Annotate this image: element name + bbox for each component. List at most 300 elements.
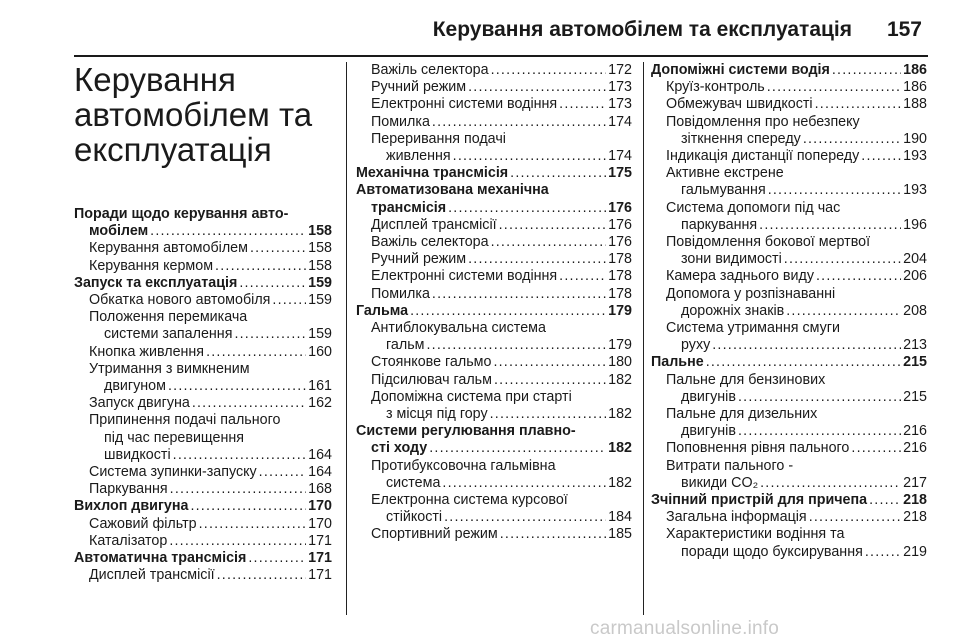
dot-leader [559, 96, 606, 113]
toc-entry-text: Обкатка нового автомобіля [89, 292, 271, 309]
toc-entry-line [666, 440, 927, 457]
toc-entry[interactable] [356, 492, 632, 526]
toc-entry-line [371, 372, 632, 389]
toc-entry-line [666, 423, 927, 440]
toc-entry-text: Зчіпний пристрій для причепа [651, 492, 868, 509]
toc-entry-line [371, 217, 632, 234]
toc-entry[interactable] [356, 251, 632, 268]
chapter-title-line: Керування [74, 61, 236, 98]
dot-leader [217, 567, 307, 584]
dot-leader [432, 286, 606, 303]
toc-entry-text: Круїз-контроль [666, 79, 765, 96]
toc-entry-text: Помилка [371, 113, 430, 130]
toc-page-number: 185 [608, 526, 632, 543]
toc-page-number: 188 [903, 96, 927, 113]
toc-page-number: 164 [308, 464, 332, 481]
dot-leader [426, 337, 606, 354]
toc-page-number: 176 [608, 234, 632, 251]
toc-page-number: 171 [308, 567, 332, 584]
toc-entry[interactable] [651, 458, 927, 492]
toc-entry-text: гальмування [681, 182, 766, 199]
toc-entry-text: Електронні системи водіння [371, 268, 558, 285]
toc-entry-line [89, 326, 332, 343]
toc-section-entry[interactable] [651, 354, 927, 371]
dot-leader [448, 200, 606, 217]
toc-page-number: 178 [608, 285, 632, 302]
toc-page-number: 179 [608, 302, 632, 319]
toc-entry-text: Система зупинки-запуску [89, 464, 257, 481]
toc-page-number: 179 [608, 337, 632, 354]
toc-entry-text-line: Допомога у розпізнаванні [666, 285, 836, 302]
toc-entry[interactable] [74, 395, 332, 412]
toc-page-number: 196 [903, 216, 927, 233]
dot-leader [468, 251, 606, 268]
toc-entry-line [89, 567, 332, 584]
toc-entry-text-line: Поради щодо керування авто- [74, 206, 289, 222]
toc-entry-text: Автоматична трансмісія [74, 550, 247, 567]
toc-section-entry[interactable] [651, 492, 927, 509]
toc-entry-text: сті ходу [371, 440, 428, 457]
toc-entry-text-line: Пальне для дизельних [666, 406, 818, 423]
toc-entry-line [356, 165, 632, 182]
dot-leader [786, 303, 901, 320]
toc-section-entry[interactable] [356, 423, 632, 457]
toc-entry-text: викиди CO₂ [681, 474, 759, 491]
toc-entry-line [356, 303, 632, 320]
toc-entry-text: Стоянкове гальмо [371, 354, 492, 371]
toc-entry-line [89, 447, 332, 464]
toc-page-number: 171 [308, 532, 332, 549]
toc-entry-line [666, 79, 927, 96]
toc-page-number: 159 [308, 292, 332, 309]
toc-entry-text: Допоміжні системи водія [651, 62, 830, 78]
toc-entry[interactable] [74, 258, 332, 275]
toc-page-number: 182 [608, 474, 632, 491]
toc-section-entry[interactable] [74, 498, 332, 515]
toc-entry-line [89, 258, 332, 275]
toc-entry-line [371, 148, 632, 165]
toc-entry-line [651, 354, 927, 371]
toc-page-number: 174 [608, 148, 632, 165]
toc-entry[interactable] [356, 62, 632, 79]
toc-entry-line [371, 268, 632, 285]
toc-entry-text: Кнопка живлення [89, 343, 205, 360]
page-number: 157 [886, 18, 922, 41]
toc-entry-text-line: Антиблокувальна система [371, 320, 546, 337]
toc-section-entry[interactable] [356, 303, 632, 320]
toc-list [356, 62, 632, 544]
toc-entry-line [89, 292, 332, 309]
toc-entry[interactable] [356, 526, 632, 543]
dot-leader [494, 372, 606, 389]
toc-page-number: 216 [903, 423, 927, 440]
toc-page-number: 175 [608, 165, 632, 182]
toc-entry[interactable] [651, 268, 927, 285]
toc-entry-text: Важіль селектора [371, 234, 489, 251]
toc-entry-text-line: Активне екстрене [666, 165, 784, 182]
dot-leader [759, 217, 901, 234]
toc-entry-line [74, 223, 332, 240]
toc-entry-text-line: Повідомлення про небезпеку [666, 113, 860, 130]
toc-page-number: 186 [903, 79, 927, 96]
toc-page-number: 160 [308, 343, 332, 360]
toc-entry-text-line: під час перевищення [104, 429, 245, 446]
toc-entry-text-line: Система утримання смуги [666, 320, 840, 337]
dot-leader [206, 344, 306, 361]
dot-leader [865, 544, 901, 561]
toc-entry-line [371, 251, 632, 268]
toc-section-entry[interactable] [74, 550, 332, 567]
toc-entry-text: двигуном [104, 378, 166, 395]
toc-entry-text-line: Характеристики водіння та [666, 526, 845, 543]
chapter-title-line: експлуатація [74, 131, 272, 168]
toc-entry-text: з місця під гору [386, 406, 488, 423]
toc-entry[interactable] [651, 509, 927, 526]
toc-entry-text-line: Положення перемикача [89, 309, 248, 326]
dot-leader [815, 96, 902, 113]
dot-leader [410, 303, 606, 320]
toc-column-1 [74, 62, 332, 584]
toc-entry-text-line: Повідомлення бокової мертвої [666, 234, 871, 251]
toc-entry-line [89, 240, 332, 257]
toc-entry-text: дорожніх знаків [681, 302, 785, 319]
toc-page-number: 164 [308, 446, 332, 463]
toc-page-number: 219 [903, 543, 927, 560]
toc-entry[interactable] [74, 481, 332, 498]
toc-entry-text: гальм [386, 337, 425, 354]
dot-leader [500, 526, 606, 543]
toc-entry-text: Індикація дистанції попереду [666, 148, 860, 165]
dot-leader [192, 395, 306, 412]
toc-entry-text-line: Витрати пального - [666, 457, 794, 474]
toc-entry-text: Сажовий фільтр [89, 515, 197, 532]
toc-page-number: 204 [903, 251, 927, 268]
dot-leader [248, 550, 306, 567]
toc-page-number: 172 [608, 62, 632, 78]
toc-entry-line [666, 131, 927, 148]
toc-entry[interactable] [651, 148, 927, 165]
toc-entry-line [666, 182, 927, 199]
toc-column-2 [356, 62, 632, 544]
dot-leader [234, 326, 306, 343]
toc-entry-line [89, 516, 332, 533]
toc-entry-line [371, 509, 632, 526]
toc-entry-text-line: Система допомоги під час [666, 199, 841, 216]
toc-section-entry[interactable] [74, 206, 332, 240]
toc-entry-text: Обмежувач швидкості [666, 96, 813, 113]
toc-entry-text: Загальна інформація [666, 509, 807, 526]
dot-leader [784, 251, 901, 268]
toc-entry-line [89, 464, 332, 481]
toc-column-3 [651, 62, 927, 561]
toc-entry[interactable] [356, 389, 632, 423]
toc-section-entry[interactable] [74, 275, 332, 292]
toc-entry-line [371, 96, 632, 113]
toc-page-number: 173 [608, 79, 632, 96]
toc-entry-text: Ручний режим [371, 251, 467, 268]
toc-entry-text-line: Системи регулювання плавно- [356, 423, 576, 440]
toc-page-number: 159 [308, 326, 332, 343]
toc-entry-line [89, 481, 332, 498]
toc-entry[interactable] [651, 200, 927, 234]
toc-entry-line [666, 148, 927, 165]
toc-entry-line [89, 533, 332, 550]
dot-leader [150, 223, 306, 240]
toc-page-number: 182 [608, 406, 632, 423]
dot-leader [239, 275, 306, 292]
toc-page-number: 170 [308, 498, 332, 515]
dot-leader [491, 234, 607, 251]
toc-entry-text: Керування кермом [89, 257, 214, 274]
toc-page-number: 158 [308, 240, 332, 257]
dot-leader [493, 354, 606, 371]
toc-entry-text: Дисплей трансмісії [89, 567, 215, 584]
toc-entry-text: система [386, 474, 441, 491]
dot-leader [738, 423, 901, 440]
dot-leader [816, 268, 901, 285]
toc-page-number: 215 [903, 388, 927, 405]
toc-entry-line [666, 544, 927, 561]
toc-entry-text-line: Автоматизована механічна [356, 182, 549, 199]
toc-entry-text: системи запалення [104, 326, 233, 343]
dot-leader [272, 292, 306, 309]
toc-entry-text: Вихлоп двигуна [74, 498, 189, 515]
toc-entry-line [666, 337, 927, 354]
toc-page-number: 180 [608, 354, 632, 371]
toc-page-number: 184 [608, 509, 632, 526]
dot-leader [173, 447, 307, 464]
toc-entry-text: двигунів [681, 388, 736, 405]
toc-entry-text: швидкості [104, 446, 171, 463]
toc-entry-line [74, 498, 332, 515]
toc-page-number: 206 [903, 268, 927, 285]
dot-leader [250, 240, 306, 257]
toc-page-number: 190 [903, 130, 927, 147]
toc-entry-text: трансмісія [371, 199, 447, 216]
toc-entry[interactable] [651, 440, 927, 457]
header-rule [74, 55, 928, 57]
toc-entry[interactable] [651, 406, 927, 440]
toc-entry-text-line: Пальне для бензинових [666, 371, 826, 388]
toc-entry-line [666, 303, 927, 320]
toc-entry-text-line: Допоміжна система при старті [371, 388, 572, 405]
dot-leader [453, 148, 606, 165]
toc-entry[interactable] [356, 79, 632, 96]
toc-entry[interactable] [356, 372, 632, 389]
toc-entry[interactable] [651, 114, 927, 148]
dot-leader [712, 337, 901, 354]
toc-entry-line [371, 234, 632, 251]
toc-list [651, 62, 927, 561]
toc-entry[interactable] [651, 320, 927, 354]
toc-entry-line [666, 217, 927, 234]
dot-leader [510, 165, 606, 182]
toc-page-number: 173 [608, 96, 632, 113]
toc-entry-line [371, 354, 632, 371]
dot-leader [491, 62, 607, 79]
toc-entry-text: Важіль селектора [371, 62, 489, 78]
dot-leader [809, 509, 901, 526]
toc-entry[interactable] [74, 292, 332, 309]
toc-list [74, 206, 332, 584]
toc-entry-text: Пальне [651, 354, 704, 371]
dot-leader [559, 268, 606, 285]
toc-entry-line [74, 275, 332, 292]
toc-entry-text: руху [681, 337, 711, 354]
dot-leader [169, 533, 306, 550]
toc-page-number: 213 [903, 337, 927, 354]
page-header [0, 0, 960, 54]
dot-leader [706, 354, 901, 371]
toc-entry[interactable] [356, 286, 632, 303]
toc-page-number: 171 [308, 550, 332, 567]
toc-page-number: 162 [308, 395, 332, 412]
dot-leader [432, 114, 606, 131]
toc-page-number: 176 [608, 199, 632, 216]
toc-page-number: 193 [903, 182, 927, 199]
dot-leader [190, 498, 306, 515]
toc-entry-text-line: Переривання подачі [371, 130, 506, 147]
toc-entry-line [371, 526, 632, 543]
toc-entry-text-line: Протибуксовочна гальмівна [371, 457, 556, 474]
toc-entry[interactable] [74, 344, 332, 361]
dot-leader [499, 217, 607, 234]
toc-entry[interactable] [356, 354, 632, 371]
toc-entry-line [371, 114, 632, 131]
toc-entry[interactable] [356, 217, 632, 234]
toc-entry-text: Запуск та експлуатація [74, 274, 238, 291]
toc-section-entry[interactable] [356, 165, 632, 182]
toc-page-number: 161 [308, 378, 332, 395]
toc-entry-text: живлення [386, 148, 451, 165]
column-divider [346, 62, 347, 615]
toc-entry[interactable] [74, 361, 332, 395]
dot-leader [444, 509, 606, 526]
toc-entry-line [371, 475, 632, 492]
toc-entry[interactable] [651, 96, 927, 113]
toc-page-number: 216 [903, 440, 927, 457]
toc-entry[interactable] [74, 533, 332, 550]
toc-entry[interactable] [356, 234, 632, 251]
toc-entry[interactable] [356, 96, 632, 113]
toc-entry-line [371, 79, 632, 96]
toc-entry-text: Дисплей трансмісії [371, 216, 497, 233]
toc-page-number: 186 [903, 62, 927, 78]
toc-entry-text: Керування автомобілем [89, 240, 248, 257]
toc-page-number: 174 [608, 113, 632, 130]
toc-entry-line [356, 440, 632, 457]
toc-entry[interactable] [74, 516, 332, 533]
dot-leader [768, 182, 901, 199]
toc-entry-text: Електронні системи водіння [371, 96, 558, 113]
toc-entry-text: поради щодо буксирування [681, 543, 863, 560]
toc-page-number: 176 [608, 216, 632, 233]
watermark: carmanualsonline.info [590, 618, 780, 639]
toc-entry-text: Поповнення рівня пального [666, 440, 850, 457]
toc-entry-line [651, 492, 927, 509]
toc-page-number: 215 [903, 354, 927, 371]
toc-page-number: 178 [608, 251, 632, 268]
toc-entry-text: Каталізатор [89, 532, 168, 549]
toc-entry[interactable] [651, 286, 927, 320]
toc-entry-text: Запуск двигуна [89, 395, 190, 412]
dot-leader [259, 464, 306, 481]
dot-leader [468, 79, 606, 96]
toc-entry-line [666, 389, 927, 406]
toc-section-entry[interactable] [651, 62, 927, 79]
toc-entry-line [356, 200, 632, 217]
toc-entry-text: Камера заднього виду [666, 268, 814, 285]
dot-leader [767, 79, 901, 96]
toc-entry-text-line: Утримання з вимкненим [89, 360, 250, 377]
toc-page-number: 208 [903, 302, 927, 319]
dot-leader [215, 258, 306, 275]
toc-entry-text: Підсилювач гальм [371, 371, 492, 388]
toc-page-number: 158 [308, 257, 332, 274]
toc-entry[interactable] [356, 320, 632, 354]
toc-entry-line [666, 475, 927, 492]
toc-page-number: 158 [308, 223, 332, 240]
toc-entry-text-line: Припинення подачі пального [89, 412, 281, 429]
toc-page-number: 218 [903, 492, 927, 509]
dot-leader [851, 440, 901, 457]
toc-entry-line [651, 62, 927, 79]
toc-entry[interactable] [356, 268, 632, 285]
toc-entry[interactable] [356, 131, 632, 165]
dot-leader [490, 406, 607, 423]
toc-entry-text: зони видимості [681, 251, 782, 268]
toc-entry[interactable] [74, 567, 332, 584]
toc-entry-text: Паркування [89, 481, 168, 498]
toc-entry-line [666, 251, 927, 268]
toc-entry[interactable] [651, 372, 927, 406]
toc-entry-line [371, 406, 632, 423]
toc-page-number: 182 [608, 371, 632, 388]
toc-entry[interactable] [651, 165, 927, 199]
toc-entry-text: Ручний режим [371, 79, 467, 96]
toc-entry[interactable] [651, 526, 927, 560]
dot-leader [760, 475, 901, 492]
dot-leader [738, 389, 901, 406]
toc-entry[interactable] [356, 114, 632, 131]
column-divider [643, 62, 644, 615]
toc-entry-text: двигунів [681, 423, 736, 440]
toc-entry[interactable] [356, 458, 632, 492]
toc-entry[interactable] [74, 412, 332, 464]
toc-entry[interactable] [651, 234, 927, 268]
toc-entry-line [371, 62, 632, 79]
dot-leader [803, 131, 901, 148]
toc-page-number: 193 [903, 148, 927, 165]
toc-entry-text: зіткнення спереду [681, 130, 801, 147]
toc-entry-line [666, 96, 927, 113]
toc-entry[interactable] [651, 79, 927, 96]
toc-entry-text-line: Електронна система курсової [371, 492, 568, 509]
toc-entry[interactable] [74, 309, 332, 343]
toc-entry[interactable] [74, 464, 332, 481]
dot-leader [869, 492, 901, 509]
toc-section-entry[interactable] [356, 182, 632, 216]
dot-leader [168, 378, 306, 395]
toc-page-number: 168 [308, 481, 332, 498]
toc-entry[interactable] [74, 240, 332, 257]
dot-leader [442, 475, 606, 492]
dot-leader [429, 440, 606, 457]
dot-leader [861, 148, 901, 165]
toc-entry-text: Спортивний режим [371, 526, 498, 543]
toc-page-number: 182 [608, 440, 632, 457]
running-title: Керування автомобілем та експлуатація [432, 18, 852, 41]
